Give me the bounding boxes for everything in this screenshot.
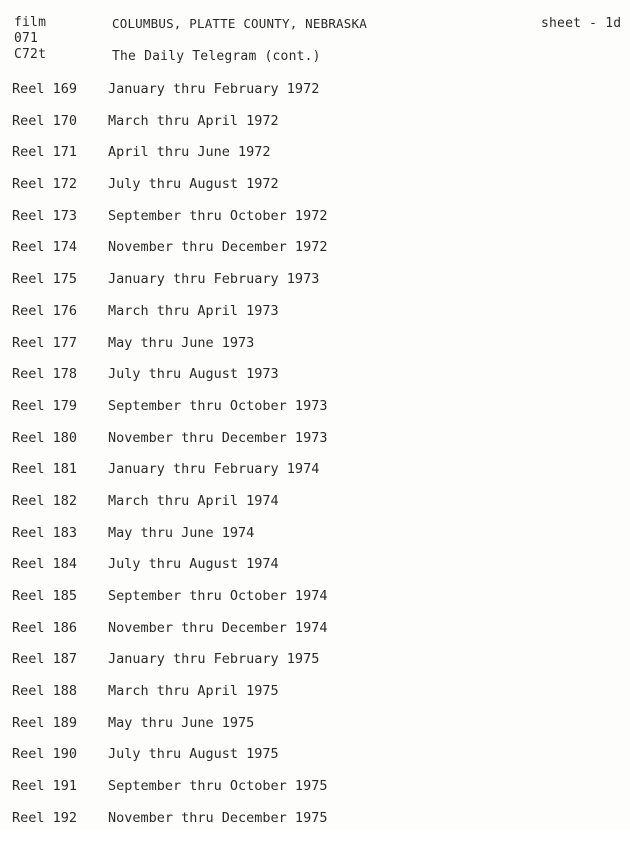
call-number bbox=[14, 15, 74, 63]
reel-date-range: March thru April 1972 bbox=[108, 112, 279, 129]
reel-number: Reel 179 bbox=[12, 397, 78, 414]
reel-number: Reel 174 bbox=[12, 239, 78, 256]
reel-row bbox=[0, 175, 630, 207]
reel-number: Reel 185 bbox=[12, 588, 78, 604]
reel-date-range: September thru October 1974 bbox=[108, 588, 328, 604]
reel-number: Reel 178 bbox=[12, 366, 78, 383]
reel-list bbox=[0, 80, 630, 841]
reel-number: Reel 181 bbox=[12, 461, 78, 478]
reel-row bbox=[0, 334, 630, 366]
reel-row bbox=[0, 270, 630, 302]
reel-date-range: November thru December 1972 bbox=[108, 239, 328, 256]
place-heading: COLUMBUS, PLATTE COUNTY, NEBRASKA bbox=[112, 16, 367, 31]
reel-number: Reel 183 bbox=[12, 524, 78, 541]
reel-number: Reel 177 bbox=[12, 334, 78, 351]
reel-row bbox=[0, 555, 630, 587]
reel-date-range: July thru August 1974 bbox=[108, 556, 279, 573]
reel-date-range: November thru December 1975 bbox=[108, 809, 328, 826]
reel-date-range: July thru August 1975 bbox=[108, 746, 279, 763]
call-number-line: film bbox=[14, 15, 47, 30]
reel-date-range: May thru June 1974 bbox=[108, 524, 255, 541]
reel-row bbox=[0, 745, 630, 777]
reel-date-range: March thru April 1973 bbox=[108, 302, 279, 319]
reel-row bbox=[0, 80, 630, 112]
reel-date-range: May thru June 1975 bbox=[108, 714, 255, 731]
reel-row bbox=[0, 207, 630, 239]
call-number-line: 071 bbox=[14, 31, 39, 46]
reel-date-range: July thru August 1972 bbox=[108, 176, 279, 193]
reel-row bbox=[0, 619, 630, 651]
reel-date-range: January thru February 1972 bbox=[108, 81, 320, 97]
reel-number: Reel 170 bbox=[12, 112, 78, 129]
reel-date-range: September thru October 1975 bbox=[108, 778, 328, 795]
reel-date-range: November thru December 1974 bbox=[108, 619, 328, 636]
reel-row bbox=[0, 524, 630, 556]
reel-date-range: May thru June 1973 bbox=[108, 334, 255, 351]
reel-number: Reel 175 bbox=[12, 271, 78, 288]
reel-number: Reel 186 bbox=[12, 619, 78, 636]
reel-row bbox=[0, 365, 630, 397]
reel-date-range: April thru June 1972 bbox=[108, 144, 271, 161]
reel-number: Reel 173 bbox=[12, 207, 78, 224]
reel-row bbox=[0, 682, 630, 714]
reel-date-range: January thru February 1974 bbox=[108, 461, 320, 478]
reel-number: Reel 172 bbox=[12, 176, 78, 193]
reel-row bbox=[0, 238, 630, 270]
reel-row bbox=[0, 460, 630, 492]
reel-row bbox=[0, 429, 630, 461]
reel-number: Reel 188 bbox=[12, 683, 78, 700]
reel-row bbox=[0, 112, 630, 144]
reel-date-range: January thru February 1973 bbox=[108, 271, 320, 288]
sheet-number: sheet - 1d bbox=[541, 16, 622, 31]
reel-number: Reel 182 bbox=[12, 492, 78, 509]
reel-number: Reel 189 bbox=[12, 714, 78, 731]
reel-number: Reel 176 bbox=[12, 302, 78, 319]
reel-date-range: March thru April 1975 bbox=[108, 683, 279, 700]
reel-row bbox=[0, 809, 630, 841]
reel-number: Reel 184 bbox=[12, 556, 78, 573]
reel-row bbox=[0, 302, 630, 334]
newspaper-title: The Daily Telegram (cont.) bbox=[112, 49, 321, 64]
reel-date-range: September thru October 1973 bbox=[108, 397, 328, 414]
reel-row bbox=[0, 777, 630, 809]
reel-date-range: November thru December 1973 bbox=[108, 429, 328, 446]
reel-number: Reel 192 bbox=[12, 809, 78, 826]
reel-number: Reel 180 bbox=[12, 429, 78, 446]
reel-row bbox=[0, 650, 630, 682]
reel-number: Reel 169 bbox=[12, 81, 78, 97]
call-number-line: C72t bbox=[14, 47, 47, 62]
reel-row bbox=[0, 397, 630, 429]
reel-number: Reel 171 bbox=[12, 144, 78, 161]
reel-number: Reel 190 bbox=[12, 746, 78, 763]
reel-date-range: March thru April 1974 bbox=[108, 492, 279, 509]
reel-row bbox=[0, 143, 630, 175]
reel-row bbox=[0, 587, 630, 619]
reel-number: Reel 187 bbox=[12, 651, 78, 668]
reel-row bbox=[0, 714, 630, 746]
reel-date-range: September thru October 1972 bbox=[108, 207, 328, 224]
reel-number: Reel 191 bbox=[12, 778, 78, 795]
reel-row bbox=[0, 492, 630, 524]
reel-date-range: January thru February 1975 bbox=[108, 651, 320, 668]
reel-date-range: July thru August 1973 bbox=[108, 366, 279, 383]
